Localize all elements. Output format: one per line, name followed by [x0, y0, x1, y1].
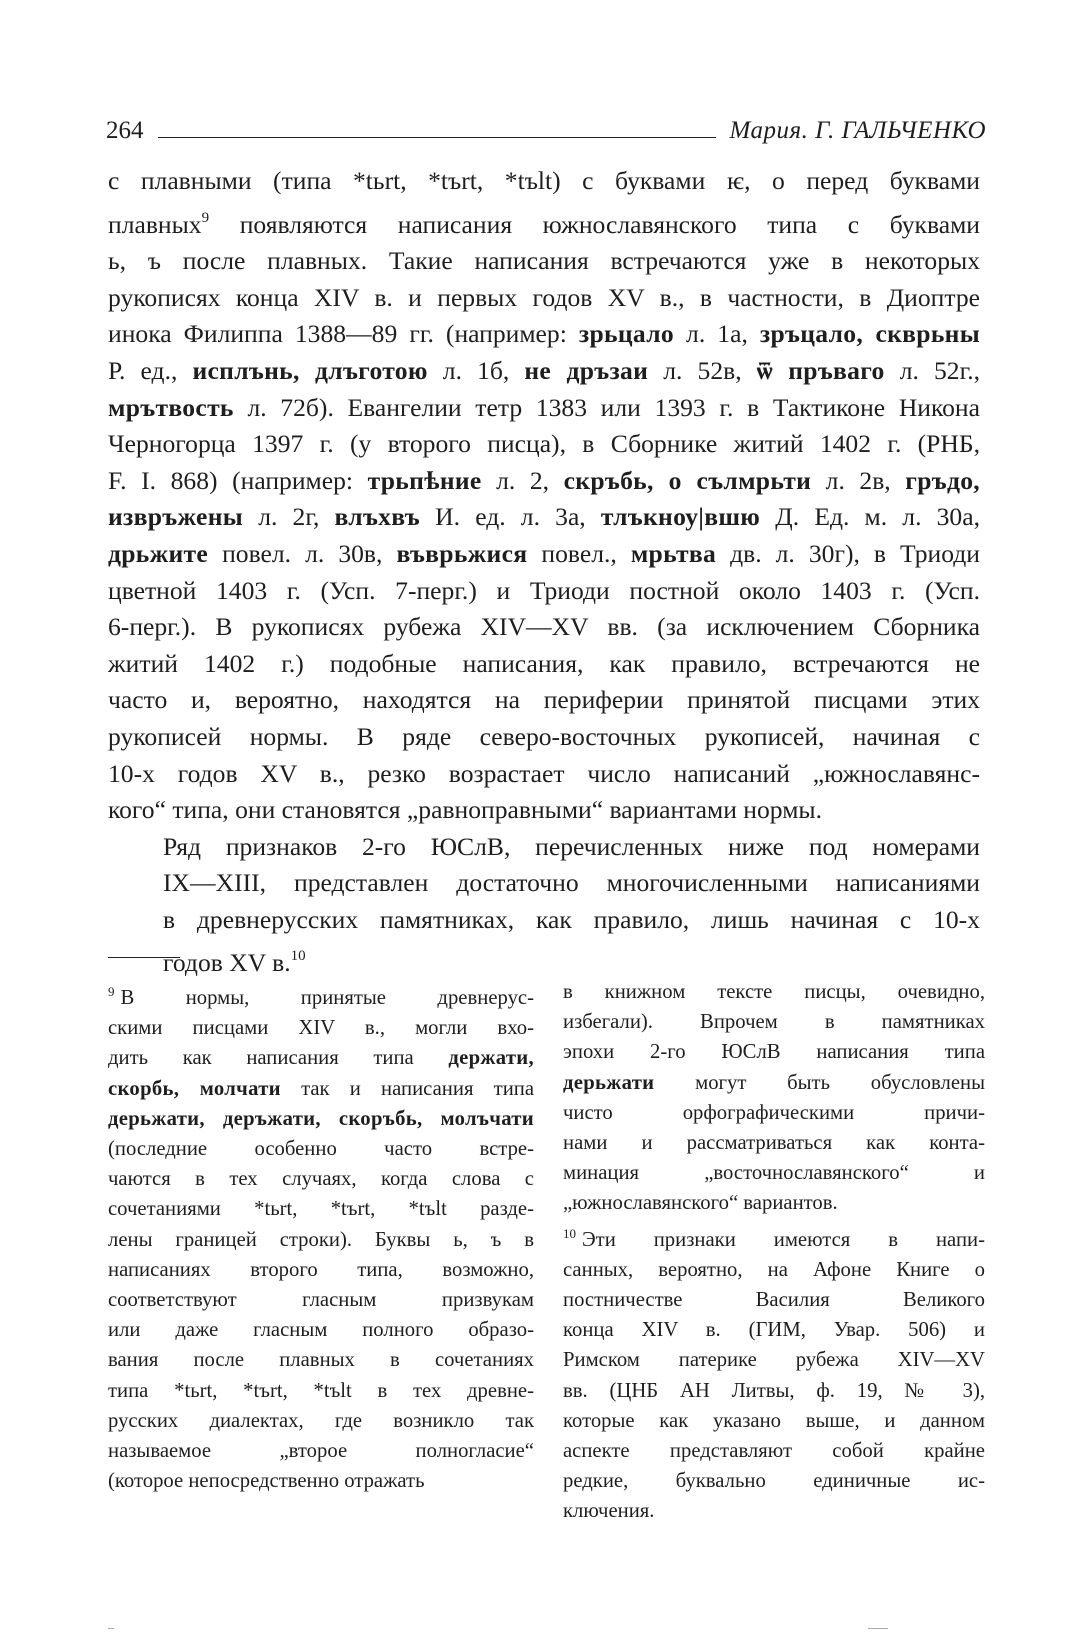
- text-line: Р. ед., исплънь, длъготою л. 1б, не дръзаи л. 52в, ѿ пръваго л. 52г.,: [108, 355, 981, 385]
- footnote-line: вания после плавных в сочетаниях: [108, 1349, 534, 1372]
- footnote-line: чисто орфографическими причи-: [563, 1101, 985, 1124]
- page-bottom-marks: [108, 1628, 980, 1638]
- church-slavonic-example: дерьжати: [563, 1071, 655, 1094]
- text-line: инока Филиппа 1388—89 гг. (например: зрьцало л. 1а, зръцало, скврьны: [108, 319, 980, 349]
- footnote-marker: 10: [563, 1225, 576, 1241]
- text-line: годов XV в.$^{10}$: [163, 948, 306, 978]
- footnote-line: редкие, буквально единичные ис-: [563, 1470, 985, 1493]
- footnote-separator: [108, 957, 180, 958]
- footnote-line: русских диалектах, где возникло так: [108, 1409, 534, 1432]
- text-line: 6-перг.). В рукописях рубежа XIV—XV вв. (за исключением Сборника: [108, 612, 980, 642]
- church-slavonic-example: мрьтва: [630, 538, 717, 568]
- footnote-line: (которое непосредственно отражать: [108, 1470, 425, 1493]
- footnote-line: эпохи 2-го ЮСлВ написания типа: [563, 1041, 985, 1064]
- text-line: Ряд признаков 2-го ЮСлВ, перечисленных ниже под номерами: [163, 831, 980, 861]
- footnote-line: [108, 1104, 534, 1134]
- footnote-line: вв. (ЦНБ АН Литвы, ф. 19, № 3),: [563, 1379, 985, 1402]
- text-line: плавных$^9$ появляются написания южнославянского типа с буквами: [108, 209, 980, 239]
- text-line: житий 1402 г.) подобные написания, как правило, встречаются не: [108, 648, 980, 678]
- footnotes-left-column: [108, 977, 534, 1496]
- footnote-line: скими писцами XIV в., могли вхо-: [108, 1017, 534, 1040]
- footnote-line: скорбь, молчати так и написания типа: [108, 1077, 535, 1100]
- church-slavonic-example: зръцало, скврьны: [759, 319, 980, 349]
- main-text: [108, 163, 980, 982]
- running-head-author: Мария. Г. ГАЛЬЧЕНКО: [729, 117, 986, 144]
- footnote-line: санных, вероятно, на Афоне Книге о: [563, 1258, 985, 1281]
- church-slavonic-example: влъхвъ: [334, 502, 420, 532]
- footnote-line: аспекте представляют собой крайне: [563, 1440, 985, 1463]
- footnote-line: дить как написания типа держати,: [108, 1047, 534, 1070]
- church-slavonic-example: скорбь, молчати: [108, 1077, 281, 1100]
- footnote-line: „южнославянского“ вариантов.: [563, 1192, 838, 1215]
- footnote-line: $^9$ В нормы, принятые древнерус-: [108, 984, 534, 1009]
- footnote-line: постничестве Василия Великого: [563, 1289, 985, 1312]
- text-line: F. I. 868) (например: трьпѣние л. 2, скръбь, о сълмрьти л. 2в, гръдо,: [108, 465, 980, 495]
- text-line: дрьжите повел. л. 30в, въврьжися повел., мрьтва дв. л. 30г), в Триоди: [108, 538, 980, 568]
- footnote-line: лены границей строки). Буквы ь, ъ в: [108, 1228, 534, 1251]
- footnote-line: избегали). Впрочем в памятниках: [563, 1011, 985, 1034]
- footnote-marker: 9: [201, 209, 210, 226]
- footnote-line: в книжном тексте писцы, очевидно,: [563, 981, 985, 1003]
- footnote-line: дерьжати могут быть обусловлены: [563, 1071, 985, 1094]
- paragraph: [108, 163, 980, 829]
- footnote-line: $^{10}$ Эти признаки имеются в напи-: [563, 1225, 985, 1251]
- footnote-line: типа *tьrt, *tъrt, *tъlt в тех древне-: [108, 1379, 534, 1402]
- paragraph: [108, 829, 980, 982]
- text-line: 10-х годов XV в., резко возрастает число написаний „южнославянс-: [108, 758, 980, 788]
- text-line: Черногорца 1397 г. (у второго писца), в Сборнике житий 1402 г. (РНБ,: [108, 429, 980, 459]
- footnote-line: чаются в тех случаях, когда слова с: [108, 1168, 534, 1191]
- footnote-marker: 9: [108, 984, 115, 999]
- footnote-line: сочетаниями *tьrt, *tъrt, *tъlt разде-: [108, 1198, 534, 1221]
- text-line: рукописях конца XIV в. и первых годов XV в., в частности, в Диоптре: [108, 282, 980, 312]
- text-line: кого“ типа, они становятся „равноправными“ вариантами нормы.: [108, 795, 823, 825]
- church-slavonic-example: держати,: [448, 1047, 534, 1070]
- footnote-line: (последние особенно часто встре-: [108, 1138, 534, 1161]
- church-slavonic-example: тлъкноу|вшю: [600, 502, 761, 532]
- footnote-line: которые как указано выше, и данном: [563, 1409, 985, 1432]
- church-slavonic-example: дрьжите: [108, 538, 209, 568]
- church-slavonic-example: дерьжати, деръжати, скоръбь, молъчати: [108, 1107, 534, 1130]
- text-line: в древнерусских памятниках, как правило, лишь начиная с 10-х: [163, 904, 980, 934]
- footnotes-right-column: [563, 977, 985, 1527]
- text-line: с плавными (типа *tьrt, *tъrt, *tъlt) с буквами ѥ, о перед буквами: [108, 166, 980, 195]
- church-slavonic-example: зрьцало: [578, 319, 674, 349]
- church-slavonic-example: извръжены: [108, 502, 244, 532]
- church-slavonic-example: мрътвость: [108, 392, 234, 422]
- footnote-line: написаниях второго типа, возможно,: [108, 1258, 534, 1281]
- church-slavonic-example: въврьжися: [396, 538, 528, 568]
- text-line: ь, ъ после плавных. Такие написания встречаются уже в некоторых: [108, 246, 980, 276]
- text-line: цветной 1403 г. (Усп. 7-перг.) и Триоди постной около 1403 г. (Усп.: [108, 575, 980, 605]
- church-slavonic-example: трьпѣние: [367, 465, 482, 495]
- running-head: [106, 103, 986, 143]
- church-slavonic-example: исплънь, длъготою: [192, 355, 428, 385]
- footnote-line: Римском патерике рубежа XIV—XV: [563, 1349, 985, 1372]
- footnote-marker: 10: [290, 948, 306, 965]
- church-slavonic-example: гръдо,: [905, 465, 980, 495]
- church-slavonic-example: скръбь, о сълмрьти: [563, 465, 812, 495]
- footnote-line: или даже гласным полного образо-: [108, 1319, 534, 1342]
- footnote-line: соответствуют гласным призвукам: [108, 1289, 534, 1312]
- text-line: IX—XIII, представлен достаточно многочисленными написаниями: [163, 868, 980, 898]
- text-line: извръжены л. 2г, влъхвъ И. ед. л. 3а, тлъкноу|вшю Д. Ед. м. л. 30а,: [108, 502, 980, 532]
- page-number: 264: [106, 117, 144, 144]
- text-line: мрътвость л. 72б). Евангелии тетр 1383 или 1393 г. в Тактиконе Никона: [108, 392, 980, 422]
- church-slavonic-example: не дръзаи: [524, 355, 649, 385]
- footnote-line: называемое „второе полногласие“: [108, 1440, 534, 1463]
- text-line: рукописей нормы. В ряде северо-восточных рукописей, начиная с: [108, 721, 980, 751]
- header-rule: [158, 137, 716, 138]
- footnote-line: нами и рассматриваться как конта-: [563, 1132, 985, 1155]
- footnote-line: минация „восточнославянского“ и: [563, 1162, 985, 1185]
- footnote-line: конца XIV в. (ГИМ, Увар. 506) и: [563, 1319, 985, 1342]
- footnote-line: ключения.: [563, 1500, 655, 1523]
- text-line: часто и, вероятно, находятся на периферии принятой писцами этих: [108, 685, 980, 715]
- church-slavonic-example: ѿ пръваго: [756, 355, 885, 385]
